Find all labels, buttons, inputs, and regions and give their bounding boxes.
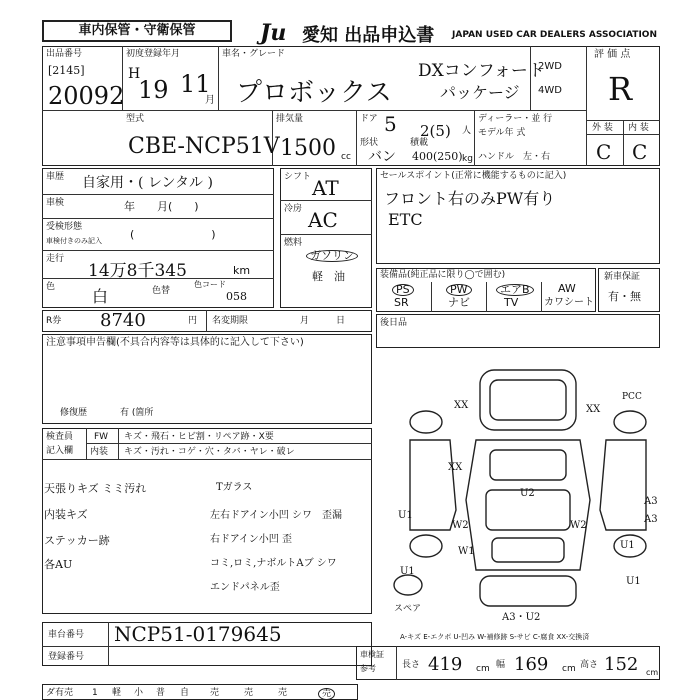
shape-value: バン (368, 149, 396, 165)
shift-value: AT (312, 176, 339, 200)
width-label: 幅 (496, 660, 506, 670)
spare-tire-label: スペア (394, 604, 422, 614)
damage-legend: A-キズ E-エクボ U-凹み W-補修跡 S-サビ C-腐食 XX-交換済 (400, 633, 590, 641)
footer-item: ダ有売 (46, 688, 74, 698)
displacement-value: 1500 (280, 136, 336, 161)
first-reg-label: 初度登録年月 (126, 49, 181, 59)
displacement-label: 排気量 (276, 114, 304, 124)
width-unit: cm (562, 664, 576, 674)
equip-sr: SR (394, 296, 409, 309)
equip-aw: AW (558, 282, 576, 295)
inspector-note: 各AU (44, 558, 73, 571)
history-label: 車歴 (46, 172, 65, 182)
shape-label: 形状 (360, 138, 379, 148)
doors-label: ドア (360, 114, 378, 124)
footer-row (42, 684, 358, 700)
equip-airbag: エアB (496, 284, 534, 296)
name-change-deadline-value: 月 日 (300, 316, 346, 326)
exterior-grade: C (596, 140, 612, 164)
color-code-label: 色コード (194, 280, 226, 289)
load-unit: kg (462, 154, 473, 164)
fuel-gasoline: ガソリン (306, 250, 358, 262)
shift-label: シフト (284, 172, 312, 182)
logo-text: 愛知 (302, 25, 338, 46)
listing-number: 20092 (48, 82, 125, 110)
damage-mark: U1 (400, 566, 415, 577)
capacity-unit: 人 (462, 126, 472, 136)
drive-4wd: 4WD (538, 85, 562, 96)
drive-2wd: 2WD (538, 61, 562, 72)
inspection-value: 年 月( ) (124, 200, 199, 213)
color-code: 058 (226, 290, 247, 303)
fuel-diesel: 軽 油 (312, 270, 345, 283)
color-change-label: 色替 (152, 286, 171, 296)
model-label: 型式 (126, 114, 145, 124)
chassis-number-label: 車台番号 (48, 630, 85, 640)
damage-mark: W2 (570, 520, 587, 531)
r-ticket-label: R券 (46, 316, 62, 326)
inspector-note: 左右ドアイン小凹 シワ 歪漏 (210, 510, 342, 521)
damage-mark: XX (448, 462, 463, 473)
inspector-note: コミ,ロミ,ナボルトAブ シワ (210, 558, 337, 569)
inspector-note: ステッカー跡 (44, 534, 110, 547)
damage-mark: W1 (458, 546, 475, 557)
storage-badge: 車内保管・守衛保管 (42, 20, 232, 42)
score-label: 評 価 点 (594, 49, 631, 60)
car-condition-diagram (380, 350, 660, 620)
notes-label: 注意事項申告欄(不具合内容等は具体的に記入して下さい) (46, 337, 304, 348)
inspector-entry-label: 記入欄 (46, 446, 74, 456)
footer-item: 売 (318, 688, 335, 700)
dimensions-label: 車検証 (360, 650, 384, 659)
handle-label: ハンドル 左・右 (478, 152, 551, 162)
width-value: 169 (514, 654, 549, 675)
later-items-label: 後日品 (380, 318, 408, 328)
equipment-label: 装備品(純正品に限り◯で囲む) (380, 270, 506, 280)
repair-history-value: 有 (箇所 (120, 408, 154, 418)
damage-mark: W2 (452, 520, 469, 531)
repair-history-label: 修復歴 (60, 408, 88, 418)
received-note: 車検付きのみ記入 (46, 237, 102, 245)
ju-logo: Ju (260, 20, 287, 46)
later-items-block (376, 314, 660, 348)
equip-tv: TV (504, 296, 519, 309)
inspection-label: 車検 (46, 198, 65, 208)
inspector-label: 検査員 (46, 432, 74, 442)
first-reg-year: 19 (138, 76, 169, 104)
grade-line1: DXコンフォート (418, 61, 545, 81)
load-value: 400(250) (412, 150, 463, 163)
fuel-label: 燃料 (284, 238, 303, 248)
form-title: 出品申込書 (344, 25, 435, 46)
damage-mark: U1 (620, 540, 635, 551)
received-label: 受検形態 (46, 222, 83, 232)
damage-mark: A3 (644, 496, 658, 507)
exterior-label: 外 装 (592, 123, 613, 133)
footer-item: 売 (244, 688, 254, 698)
length-unit: cm (476, 664, 490, 674)
capacity-value: 2(5) (420, 122, 451, 140)
damage-mark: U1 (626, 576, 641, 587)
equip-pw: PW (446, 284, 472, 296)
month-unit: 月 (205, 95, 215, 106)
chassis-number: NCP51-0179645 (114, 622, 282, 646)
mileage-unit: km (233, 264, 251, 277)
interior-grade: C (632, 140, 648, 164)
length-value: 419 (428, 654, 463, 675)
listing-number-label: 出品番号 (46, 49, 83, 59)
damage-mark: PCC (622, 392, 642, 402)
car-name-label: 車名・グレード (222, 49, 286, 59)
new-car-warranty-value: 有・無 (608, 290, 641, 303)
damage-mark: U1 (398, 510, 413, 521)
era: H (128, 66, 141, 82)
height-label: 高さ (580, 660, 599, 670)
dealer-label: ディーラー・並 行 (478, 114, 553, 124)
footer-item: 小 (134, 688, 144, 698)
inspector-note: エンドパネル歪 (210, 582, 280, 593)
damage-mark: XX (454, 400, 469, 411)
damage-mark: XX (586, 404, 601, 415)
fw-label: FW (94, 432, 109, 442)
received-value: ( ) (130, 228, 216, 241)
footer-item: 1 (92, 688, 98, 698)
damage-mark: A3・U2 (502, 612, 541, 623)
inspector-note: Tガラス (216, 482, 253, 493)
dimensions-reference: 参考 (360, 664, 376, 673)
sales-line1: フロント右のみPW有り (384, 189, 556, 208)
equip-ps: PS (392, 284, 414, 296)
sales-line2: ETC (388, 210, 423, 229)
equip-seat: カワシート (544, 297, 594, 308)
new-car-warranty-label: 新車保証 (604, 272, 641, 282)
inspector-note: 内装キズ (44, 508, 88, 521)
load-label: 積載 (410, 138, 429, 148)
footer-item: 売 (278, 688, 288, 698)
car-name: プロボックス (236, 78, 392, 108)
name-change-deadline-label: 名変期限 (212, 316, 249, 326)
page-title (302, 21, 434, 47)
model-year-label: モデル年 式 (478, 128, 526, 138)
length-label: 長さ (402, 660, 421, 670)
damage-mark: U2 (520, 488, 535, 499)
history-value: 自家用・( レンタル ) (82, 175, 213, 191)
sales-points-label: セールスポイント(正常に機能するものに記入) (380, 171, 567, 181)
interior-check-items: キズ・汚れ・コゲ・穴・タバ・ヤレ・破レ (124, 447, 295, 457)
ac-value: AC (308, 208, 338, 232)
cc-unit: cc (341, 152, 351, 162)
ac-label: 冷房 (284, 204, 303, 214)
registration-number-label: 登録番号 (48, 652, 85, 662)
height-value: 152 (604, 654, 639, 675)
footer-item: 売 (210, 688, 220, 698)
color-value: 白 (92, 287, 109, 306)
model-value: CBE-NCP51V (128, 134, 280, 159)
interior-label: 内 装 (628, 123, 649, 133)
interior-check-label: 内装 (90, 447, 109, 457)
inspector-note: 右ドアイン小凹 歪 (210, 534, 292, 545)
footer-item: 自 (180, 688, 190, 698)
footer-item: 軽 (112, 688, 122, 698)
first-reg-month: 11 (180, 70, 211, 98)
footer-item: 普 (156, 688, 166, 698)
grade-line2: パッケージ (440, 83, 520, 102)
score-value: R (608, 70, 633, 108)
listing-sub-number: [2145] (48, 64, 85, 77)
fw-items: キズ・飛石・ヒビ割・リペア跡・X要 (124, 432, 274, 442)
mileage-label: 走行 (46, 254, 65, 264)
color-label: 色 (46, 282, 56, 292)
association-name: JAPAN USED CAR DEALERS ASSOCIATION (452, 30, 657, 40)
doors-value: 5 (384, 112, 397, 136)
r-ticket-unit: 円 (188, 316, 198, 326)
equip-navi: ナビ (448, 296, 470, 309)
r-ticket-value: 8740 (100, 310, 146, 331)
inspector-note: 天張りキズ ミミ汚れ (44, 482, 147, 495)
height-unit: cm (646, 668, 659, 677)
damage-mark: A3 (644, 514, 658, 525)
mileage-value: 14万8千345 (88, 261, 187, 281)
